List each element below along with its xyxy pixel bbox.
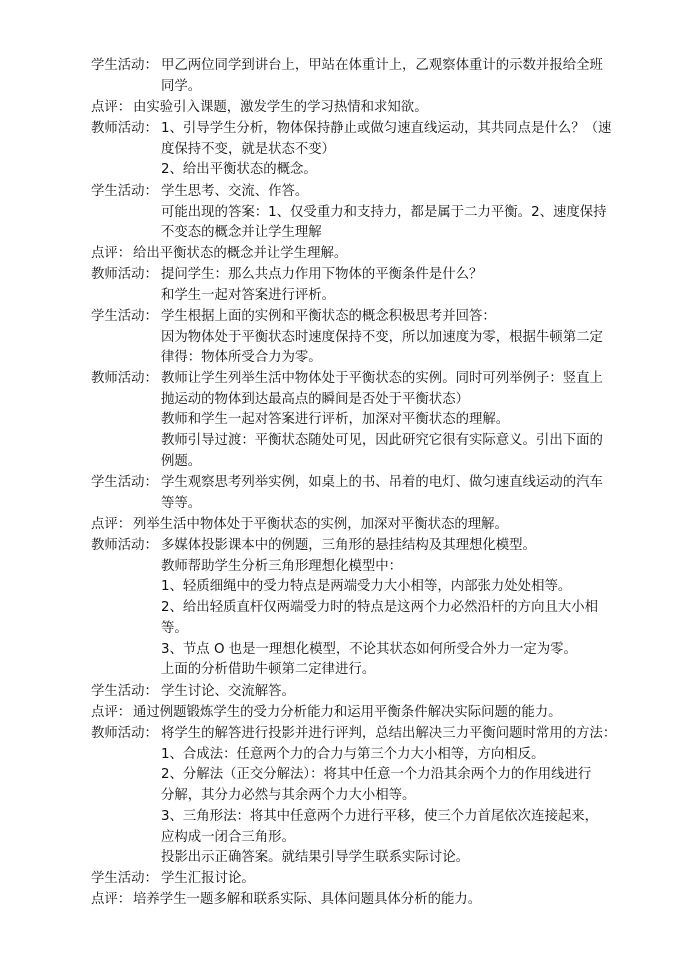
- text-line: 2、分解法（正交分解法）：将其中任意一个力沿其余两个力的作用线进行: [161, 767, 592, 783]
- text-line: 教师引导过渡：平衡状态随处可见，因此研究它很有实际意义。引出下面的: [161, 433, 603, 449]
- entry-label: 点评：: [91, 705, 132, 720]
- text-line: 学生观察思考列举实例，如桌上的书、吊着的电灯、做匀速直线运动的汽车: [161, 475, 603, 490]
- entry-student-2: [91, 182, 636, 244]
- entry-comment-1: [91, 98, 636, 119]
- entry-label: 学生活动：: [91, 871, 158, 886]
- entry-label: 点评：: [91, 892, 132, 907]
- entry-label: 学生活动：: [91, 309, 158, 324]
- text-line: 培养学生一题多解和联系实际、具体问题具体分析的能力。: [133, 892, 482, 907]
- text-line: 2、给出平衡状态的概念。: [161, 162, 317, 178]
- text-line: 教师让学生列举生活中物体处于平衡状态的实例。同时可列举例子：竖直上: [161, 371, 603, 386]
- entry-student-4: [91, 473, 636, 514]
- entry-comment-5: [91, 890, 636, 911]
- entry-comment-2: [91, 244, 636, 265]
- text-line: 投影出示正确答案。就结果引导学生联系实际讨论。: [161, 850, 469, 866]
- text-line: 提问学生：那么共点力作用下物体的平衡条件是什么？: [161, 267, 483, 282]
- text-line: 不变态的概念并让学生理解: [161, 225, 322, 241]
- text-line: 抛运动的物体到达最高点的瞬间是否处于平衡状态）: [161, 391, 469, 407]
- text-line: 分解，其分力必然与其余两个力大小相等。: [161, 788, 416, 804]
- text-line: 3、三角形法：将其中任意两个力进行平移，使三个力首尾依次连接起来，: [161, 808, 599, 824]
- text-line: 给出平衡状态的概念并让学生理解。: [133, 246, 348, 261]
- text-line: 应构成一闭合三角形。: [161, 829, 295, 845]
- text-line: 2、给出轻质直杆仅两端受力时的特点是这两个力必然沿杆的方向且大小相: [161, 600, 599, 616]
- entry-teacher-5: [91, 724, 636, 869]
- text-line: 可能出现的答案：1、仅受重力和支持力，都是属于二力平衡。2、速度保持: [161, 204, 607, 220]
- entry-teacher-1: [91, 119, 636, 181]
- text-line: 度保持不变，就是状态不变）: [161, 141, 336, 157]
- text-line: 等等。: [161, 495, 202, 511]
- entry-student-5: [91, 682, 636, 703]
- text-line: 将学生的解答进行投影并进行评判，总结出解决三力平衡问题时常用的方法：: [161, 726, 617, 741]
- entry-label: 学生活动：: [91, 184, 158, 199]
- text-line: 学生讨论、交流解答。: [161, 684, 295, 699]
- entry-label: 教师活动：: [91, 726, 158, 741]
- text-line: 同学。: [161, 78, 202, 94]
- text-line: 学生根据上面的实例和平衡状态的概念积极思考并回答：: [161, 309, 496, 324]
- text-line: 上面的分析借助牛顿第二定律进行。: [161, 662, 376, 678]
- text-line: 甲乙两位同学到讲台上，甲站在体重计上，乙观察体重计的示数并报给全班: [161, 58, 603, 73]
- entry-label: 点评：: [91, 517, 132, 532]
- entry-student-1: [91, 56, 636, 97]
- text-line: 通过例题锻炼学生的受力分析能力和运用平衡条件解决实际问题的能力。: [133, 705, 562, 720]
- entry-comment-3: [91, 515, 636, 536]
- text-line: 律得：物体所受合力为零。: [161, 350, 322, 366]
- text-line: 教师和学生一起对答案进行评析，加深对平衡状态的理解。: [161, 412, 510, 428]
- text-line: 和学生一起对答案进行评析。: [161, 287, 336, 303]
- entry-label: 学生活动：: [91, 684, 158, 699]
- text-line: 例题。: [161, 453, 202, 469]
- text-line: 1、引导学生分析，物体保持静止或做匀速直线运动，其共同点是什么？（速: [161, 121, 612, 136]
- entry-label: 学生活动：: [91, 58, 158, 73]
- entry-student-3: [91, 307, 636, 369]
- text-line: 等。: [161, 620, 188, 636]
- text-line: 多媒体投影课本中的例题，三角形的悬挂结构及其理想化模型。: [161, 538, 536, 553]
- text-line: 学生思考、交流、作答。: [161, 184, 309, 199]
- entry-teacher-2: [91, 265, 636, 306]
- text-line: 3、节点 O 也是一理想化模型，不论其状态如何所受合外力一定为零。: [161, 641, 577, 657]
- entry-label: 学生活动：: [91, 475, 158, 490]
- entry-label: 教师活动：: [91, 121, 158, 136]
- entry-label: 教师活动：: [91, 371, 158, 386]
- text-line: 1、合成法：任意两个力的合力与第三个力大小相等，方向相反。: [161, 746, 545, 762]
- entry-teacher-4: [91, 536, 636, 681]
- entry-comment-4: [91, 703, 636, 724]
- text-line: 因为物体处于平衡状态时速度保持不变，所以加速度为零，根据牛顿第二定: [161, 329, 603, 345]
- entry-student-6: [91, 869, 636, 890]
- entry-label: 点评：: [91, 100, 132, 115]
- entry-teacher-3: [91, 369, 636, 473]
- text-line: 列举生活中物体处于平衡状态的实例，加深对平衡状态的理解。: [133, 517, 508, 532]
- text-line: 教师帮助学生分析三角形理想化模型中：: [161, 558, 403, 574]
- entry-label: 点评：: [91, 246, 132, 261]
- text-line: 学生汇报讨论。: [161, 871, 255, 886]
- entry-label: 教师活动：: [91, 538, 158, 553]
- text-line: 由实验引入课题，激发学生的学习热情和求知欲。: [133, 100, 428, 115]
- entry-label: 教师活动：: [91, 267, 158, 282]
- text-line: 1、轻质细绳中的受力特点是两端受力大小相等，内部张力处处相等。: [161, 579, 572, 595]
